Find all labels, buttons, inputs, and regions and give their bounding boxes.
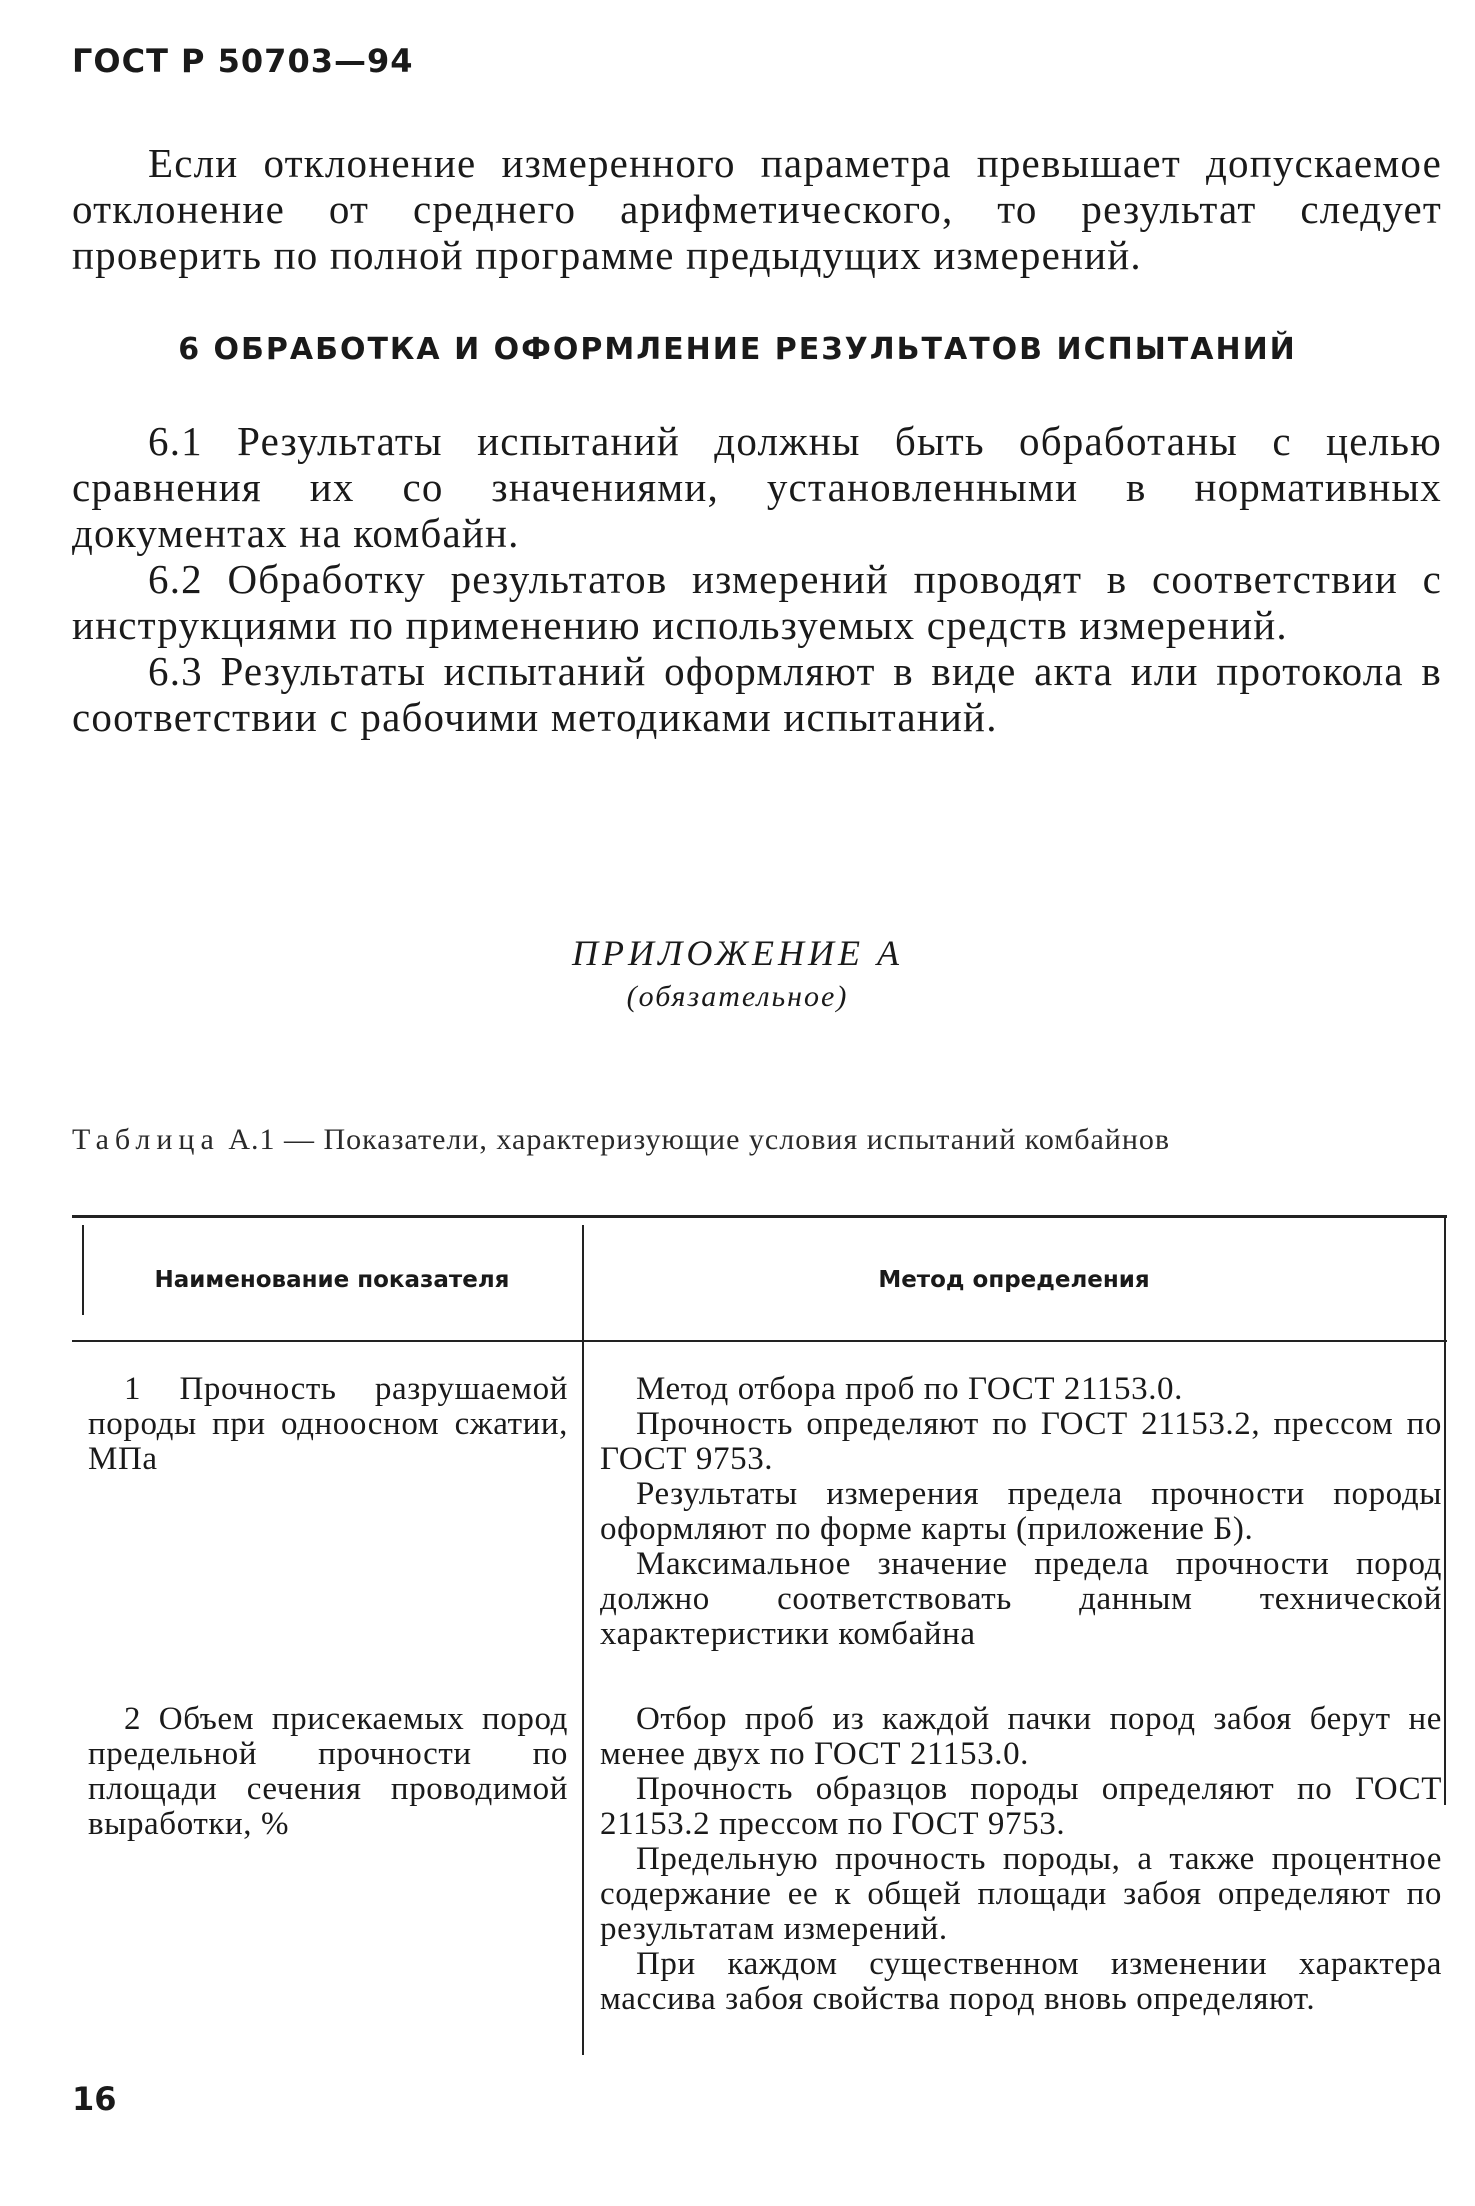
table-column-divider (582, 1225, 584, 2055)
row-1-method-2: Прочность определяют по ГОСТ 21153.2, прессом по ГОСТ 9753. (600, 1406, 1442, 1477)
table-row-1-indicator (88, 1372, 568, 1477)
conditions-table (72, 1215, 1447, 2065)
table-row-2-indicator (88, 1702, 568, 1842)
section-6-clauses (72, 418, 1442, 740)
table-caption-text: А.1 — Показатели, характеризующие условия испытаний комбайнов (228, 1123, 1171, 1156)
clause-6-3: 6.3 Результаты испытаний оформляют в виде акта или протокола в соответствии с рабочими методиками испытаний. (72, 648, 1442, 740)
intro-paragraph: Если отклонение измеренного параметра превышает допускаемое отклонение от среднего арифметического, то результат следует проверить по полной программе предыдущих измерений. (72, 140, 1442, 278)
row-2-method-1: Отбор проб из каждой пачки пород забоя берут не менее двух по ГОСТ 21153.0. (600, 1701, 1442, 1772)
table-header-border (72, 1340, 1447, 1342)
row-2-method-4: При каждом существенном изменении характера массива забоя свойства пород вновь определяют. (600, 1946, 1442, 2017)
document-header: ГОСТ Р 50703—94 (72, 42, 414, 80)
clause-6-1: 6.1 Результаты испытаний должны быть обработаны с целью сравнения их со значениями, установленными в нормативных документах на комбайн. (72, 418, 1442, 556)
table-right-border (1444, 1215, 1446, 1805)
row-2-method-2: Прочность образцов породы определяют по ГОСТ 21153.2 прессом по ГОСТ 9753. (600, 1771, 1442, 1842)
page-number: 16 (72, 2080, 117, 2118)
table-caption (72, 1120, 1442, 1160)
section-6-title: 6 ОБРАБОТКА И ОФОРМЛЕНИЕ РЕЗУЛЬТАТОВ ИСПЫТАНИЙ (178, 332, 1297, 367)
table-row-1-method (600, 1372, 1442, 1652)
appendix-subtitle: (обязательное) (626, 980, 849, 1013)
appendix-title: ПРИЛОЖЕНИЕ А (572, 933, 903, 973)
table-header-indicator: Наименование показателя (154, 1267, 510, 1293)
clause-6-2: 6.2 Обработку результатов измерений проводят в соответствии с инструкциями по применению используемых средств измерений. (72, 556, 1442, 648)
row-2-method-3: Предельную прочность породы, а также процентное содержание ее к общей площади забоя определяют по результатам измерений. (600, 1841, 1442, 1947)
table-row-2-method (600, 1702, 1442, 2017)
row-1-method-4: Максимальное значение предела прочности пород должно соответствовать данным технической характеристики комбайна (600, 1546, 1442, 1652)
row-2-indicator-text: 2 Объем присекаемых пород предельной прочности по площади сечения проводимой выработки, % (88, 1701, 568, 1842)
table-top-border (72, 1215, 1447, 1218)
table-caption-label: Таблица (72, 1123, 220, 1156)
row-1-indicator-text: 1 Прочность разрушаемой породы при одноосном сжатии, МПа (88, 1371, 568, 1477)
table-header-method: Метод определения (878, 1267, 1150, 1293)
row-1-method-3: Результаты измерения предела прочности породы оформляют по форме карты (приложение Б). (600, 1476, 1442, 1547)
row-1-method-1: Метод отбора проб по ГОСТ 21153.0. (636, 1371, 1183, 1407)
appendix-heading (0, 930, 1475, 1018)
